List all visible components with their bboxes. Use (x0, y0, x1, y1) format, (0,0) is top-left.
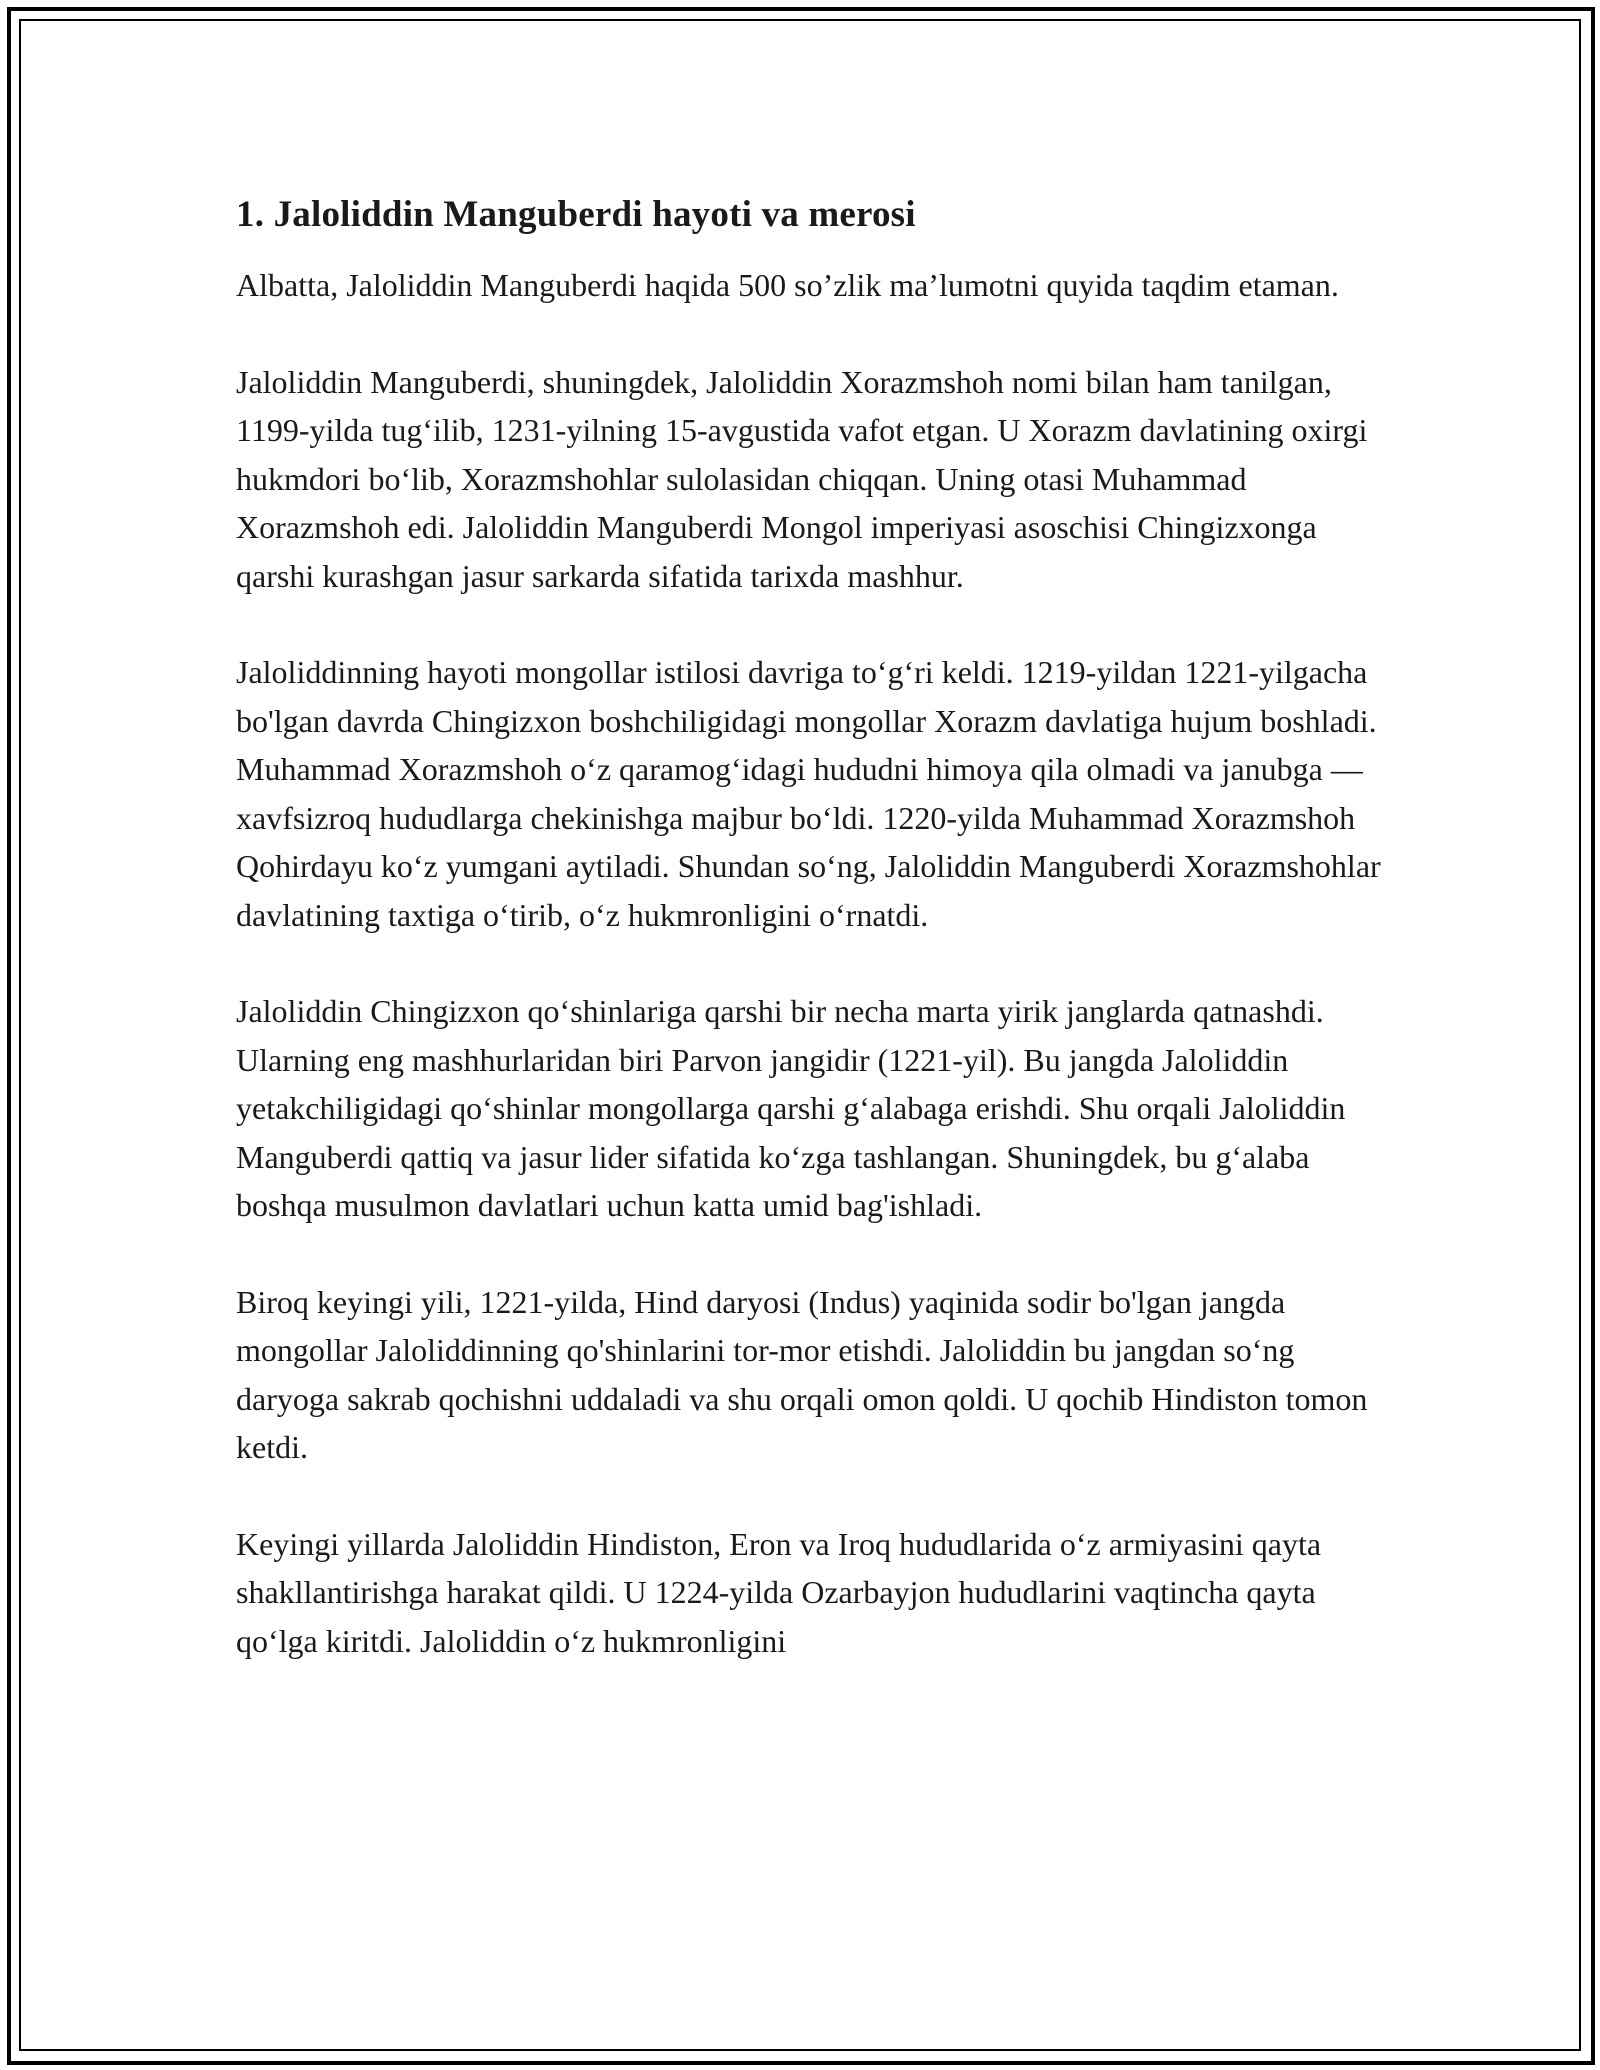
paragraph-later-years: Keyingi yillarda Jaloliddin Hindiston, Eron va Iroq hududlarida o‘z armiyasini qayta shakllantirishga harakat qildi. U 1224-yilda Ozarbayjon hududlarini vaqtincha qayta qo‘lga kiritdi. Jaloliddin o‘z hukmronligini (236, 1525, 1322, 1659)
paragraph-mongol-invasion: Jaloliddinning hayoti mongollar istilosi davriga to‘g‘ri keldi. 1219-yildan 1221-yilgacha bo'lgan davrda Chingizxon boshchiligidagi mongollar Xorazm davlatiga hujum boshladi. Muhammad Xorazmshoh o‘z qaramog‘idagi hududni himoya qila olmadi va janubga — xavfsizroq hududlarga chekinishga majbur bo‘ldi. 1220-yilda Muhammad Xorazmshoh Qohirdayu ko‘z yumgani aytiladi. Shundan so‘ng, Jaloliddin Manguberdi Xorazmshohlar davlatining taxtiga o‘tirib, o‘z hukmronligini o‘rnatdi. (236, 654, 1381, 933)
paragraph-indus-battle: Biroq keyingi yili, 1221-yilda, Hind daryosi (Indus) yaqinida sodir bo'lgan jangda mongollar Jaloliddinning qo'shinlarini tor-mor etishdi. Jaloliddin bu jangdan so‘ng daryoga sakrab qochishni uddaladi va shu orqali omon qoldi. U qochib Hindiston tomon ketdi. (236, 1283, 1368, 1465)
document-page (236, 185, 1386, 1713)
paragraph-parvon-battle: Jaloliddin Chingizxon qo‘shinlariga qarshi bir necha marta yirik janglarda qatnashdi. Ularning eng mashhurlaridan biri Parvon jangidir (1221-yil). Bu jangda Jaloliddin yetakchiligidagi qo‘shinlar mongollarga qarshi g‘alabaga erishdi. Shu orqali Jaloliddin Manguberdi qattiq va jasur lider sifatida ko‘zga tashlangan. Shuningdek, bu g‘alaba boshqa musulmon davlatlari uchun katta umid bag'ishladi. (236, 993, 1346, 1223)
document-title: 1. Jaloliddin Manguberdi hayoti va merosi (236, 194, 916, 235)
paragraph-biography: Jaloliddin Manguberdi, shuningdek, Jaloliddin Xorazmshoh nomi bilan ham tanilgan, 1199-yilda tug‘ilib, 1231-yilning 15-avgustida vafot etgan. U Xorazm davlatining oxirgi hukmdori bo‘lib, Xorazmshohlar sulolasidan chiqqan. Uning otasi Muhammad Xorazmshoh edi. Jaloliddin Manguberdi Mongol imperiyasi asoschisi Chingizxonga qarshi kurashgan jasur sarkarda sifatida tarixda mashhur. (236, 363, 1368, 594)
paragraph-intro: Albatta, Jaloliddin Manguberdi haqida 500 so’zlik ma’lumotni quyida taqdim etaman. (236, 267, 1339, 303)
